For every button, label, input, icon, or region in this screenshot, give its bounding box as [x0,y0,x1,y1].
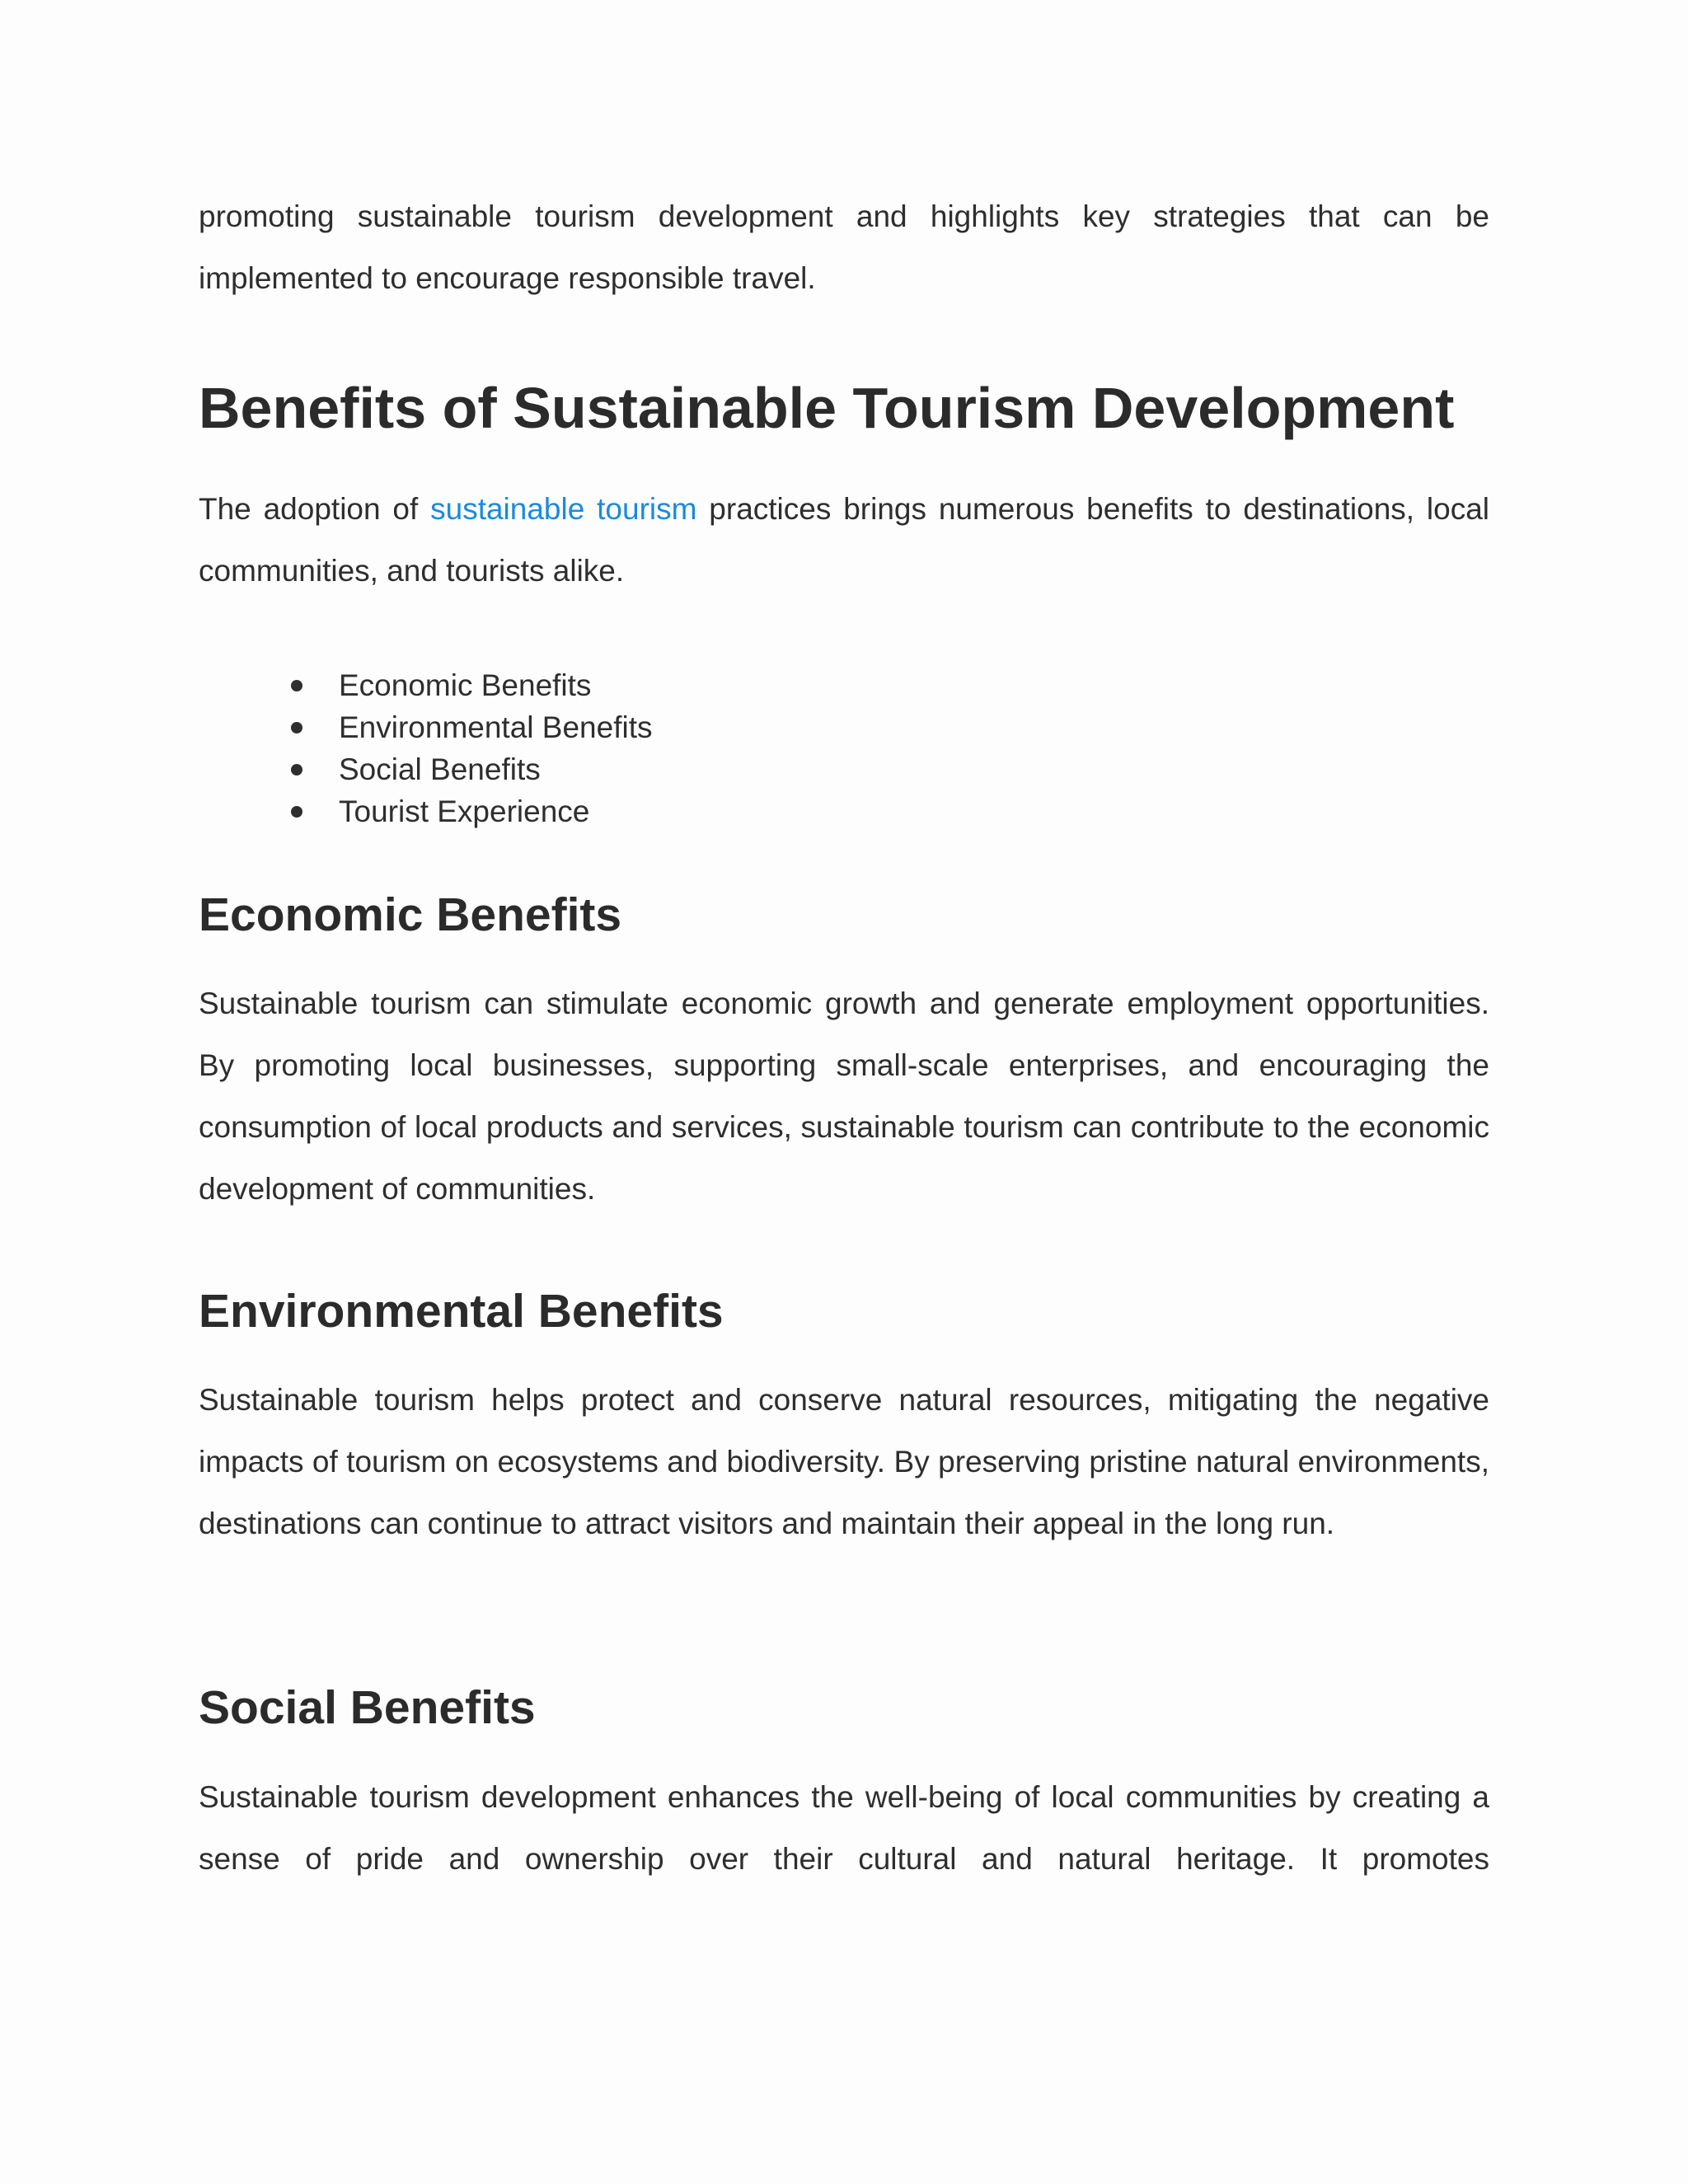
list-item [291,664,652,706]
adoption-text-before: The adoption of [199,492,431,526]
list-item-label: Tourist Experience [339,794,590,828]
social-benefits-heading: Social Benefits [199,1681,536,1734]
list-item-label: Economic Benefits [339,668,592,702]
main-heading: Benefits of Sustainable Tourism Development [199,376,1455,440]
economic-benefits-paragraph: Sustainable tourism can stimulate economic growth and generate employment opportunities. By promoting local businesses, supporting small-scale enterprises, and encouraging the consumption of local products and services, sustainable tourism can contribute to the economic development of communities. [199,987,1489,1206]
list-item-label: Environmental Benefits [339,710,653,744]
bullet-icon [291,722,302,733]
adoption-text-after: practices brings numerous benefits to destinations, local communities, and tourists alike. [199,492,1490,588]
list-item [291,790,652,832]
list-item [291,706,652,748]
adoption-paragraph [199,478,1489,602]
intro-paragraph: promoting sustainable tourism development and highlights key strategies that can be implemented to encourage responsible travel. [199,199,1489,295]
environmental-benefits-paragraph: Sustainable tourism helps protect and conserve natural resources, mitigating the negative impacts of tourism on ecosystems and biodiversity. By preserving pristine natural environments, destinations can continue to attract visitors and maintain their appeal in the long run. [199,1383,1489,1540]
bullet-icon [291,806,302,818]
environmental-benefits-heading: Environmental Benefits [199,1285,724,1338]
social-benefits-paragraph: Sustainable tourism development enhances the well-being of local communities by creating a sense of pride and ownership over their cultural and natural heritage. It promotes [199,1780,1489,1876]
bullet-icon [291,680,302,691]
list-item [291,748,652,790]
bullet-icon [291,764,302,776]
list-item-label: Social Benefits [339,752,541,786]
economic-benefits-heading: Economic Benefits [199,888,622,941]
benefits-list [291,664,652,832]
sustainable-tourism-link[interactable]: sustainable tourism [430,492,697,526]
